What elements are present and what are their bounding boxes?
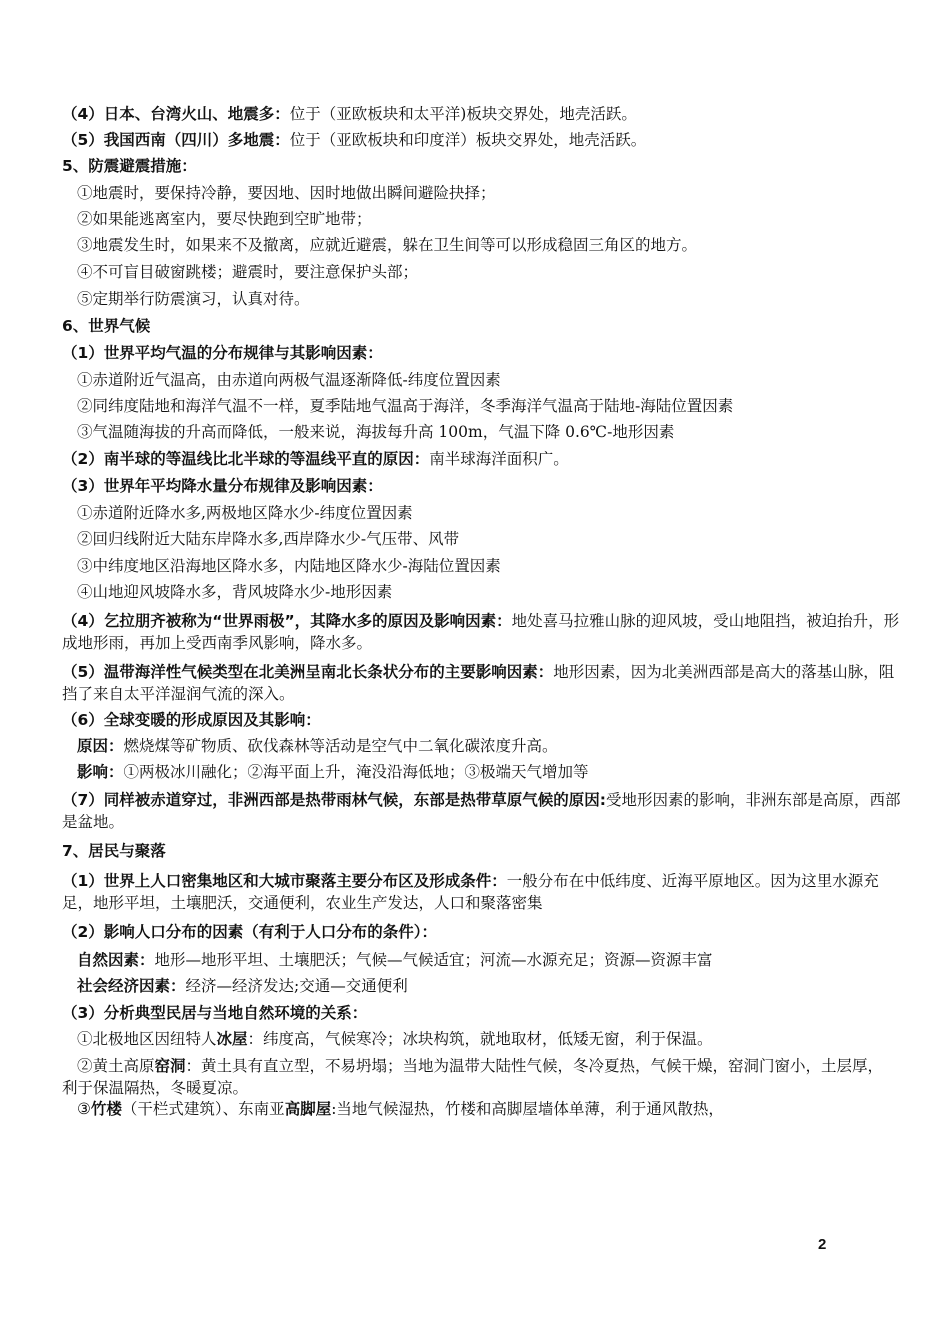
sec7-p3-stilt: [77, 1096, 917, 1122]
cave-term: 窑洞: [154, 1057, 186, 1075]
sec6-p7: [62, 789, 902, 833]
sec5-item-5: ⑤定期举行防震演习，认真对待。: [77, 290, 310, 308]
sec7-p2-natural-text: 地形—地形平坦、土壤肥沃；气候—气候适宜；河流—水源充足；资源—资源丰富: [154, 951, 713, 969]
sec6-p2-text: 南半球海洋面积广。: [429, 450, 569, 468]
sec6-p6-label: （6）全球变暖的形成原因及其影响：: [62, 711, 321, 729]
sec6-p3-item-4: ④山地迎风坡降水多，背风坡降水少-地形因素: [77, 583, 393, 601]
sec5-heading: 5、防震避震措施：: [62, 157, 197, 175]
sec4-item4-text: 位于（亚欧板块和太平洋)板块交界处，地壳活跃。: [289, 105, 637, 123]
sec6-p6-effect-label: 影响：: [77, 763, 124, 781]
sec6-p1-item-2: ②同纬度陆地和海洋气温不一样，夏季陆地气温高于海洋，冬季海洋气温高于陆地-海陆位置因素: [77, 397, 734, 415]
sec6-p3-item-3: ③中纬度地区沿海地区降水多，内陆地区降水少-海陆位置因素: [77, 557, 501, 575]
sec6-p1-label: （1）世界平均气温的分布规律与其影响因素：: [62, 344, 383, 362]
sec6-p1-item-3: ③气温随海拔的升高而降低，一般来说，海拔每升高 100m，气温下降 0.6℃-地形因素: [77, 423, 675, 441]
sec7-p3-cave: [62, 1055, 888, 1099]
sec7-p2-natural: [77, 947, 917, 973]
sec7-p1-label: （1）世界上人口密集地区和大城市聚落主要分布区及形成条件：: [62, 872, 507, 890]
stilt-prefix: ③: [77, 1100, 91, 1118]
igloo-text: ：纬度高，气候寒冷；冰块构筑，就地取材，低矮无窗，利于保温。: [247, 1030, 713, 1048]
sec6-p5: [62, 661, 902, 705]
sec6-p3-label: （3）世界年平均降水量分布规律及影响因素：: [62, 477, 383, 495]
sec6-p2: [62, 446, 902, 472]
sec6-p7-label: （7）同样被赤道穿过，非洲西部是热带雨林气候，东部是热带草原气候的原因:: [62, 791, 606, 809]
sec7-p2-social: [77, 973, 917, 999]
sec7-p2-label: （2）影响人口分布的因素（有利于人口分布的条件）：: [62, 923, 438, 941]
sec7-p1: [62, 870, 902, 914]
sec6-p1-item-1: ①赤道附近气温高，由赤道向两极气温逐渐降低-纬度位置因素: [77, 371, 501, 389]
sec5-item-2: ②如果能逃离室内，要尽快跑到空旷地带；: [77, 210, 372, 228]
page-number: 2: [818, 1236, 827, 1253]
sec4-item4-label: （4）日本、台湾火山、地震多：: [62, 105, 290, 123]
sec6-p2-label: （2）南半球的等温线比北半球的等温线平直的原因：: [62, 450, 430, 468]
sec5-item-3: ③地震发生时，如果来不及撤离，应就近避震，躲在卫生间等可以形成稳固三角区的地方。: [77, 236, 698, 254]
sec7-p1-text: 一般分布在中低纬度、近海平原地区。因为这里水源充足，地形平坦，土壤肥沃，交通便利，农业生产发达，人口和聚落密集: [62, 872, 879, 912]
sec7-p2-social-text: 经济—经济发达;交通—交通便利: [185, 977, 408, 995]
igloo-term: 冰屋: [216, 1030, 248, 1048]
sec6-p5-text: 地形因素，因为北美洲西部是高大的落基山脉，阻挡了来自太平洋湿润气流的深入。: [62, 663, 895, 703]
sec6-p6-cause-text: 燃烧煤等矿物质、砍伐森林等活动是空气中二氧化碳浓度升高。: [123, 737, 558, 755]
sec6-p6-cause-label: 原因：: [77, 737, 124, 755]
sec6-p7-text: 受地形因素的影响，非洲东部是高原，西部是盆地。: [62, 791, 901, 831]
sec7-p2-natural-label: 自然因素：: [77, 951, 155, 969]
stilt-text: :当地气候湿热，竹楼和高脚屋墙体单薄，利于通风散热，: [331, 1100, 724, 1118]
sec4-item5-label: （5）我国西南（四川）多地震：: [62, 131, 290, 149]
sec6-p6-effect-text: ①两极冰川融化；②海平面上升，淹没沿海低地；③极端天气增加等: [123, 763, 589, 781]
sec5-item-1: ①地震时，要保持冷静，要因地、因时地做出瞬间避险抉择；: [77, 184, 496, 202]
sec7-p3-igloo: [77, 1026, 917, 1052]
sec6-p4-text: 地处喜马拉雅山脉的迎风坡，受山地阻挡，被迫抬升，形成地形雨，再加上受西南季风影响，降水多。: [62, 612, 900, 652]
sec4-item4: [62, 101, 902, 127]
sec6-p3-item-2: ②回归线附近大陆东岸降水多,西岸降水少-气压带、风带: [77, 530, 460, 548]
sec7-heading: 7、居民与聚落: [62, 842, 166, 860]
sec6-p6-effect: [77, 759, 917, 785]
sec4-item5-text: 位于（亚欧板块和印度洋）板块交界处，地壳活跃。: [289, 131, 647, 149]
sec7-p2-social-label: 社会经济因素：: [77, 977, 186, 995]
sec6-p4: [62, 610, 902, 654]
sec5-item-4: ④不可盲目破窗跳楼；避震时，要注意保护头部；: [77, 263, 419, 281]
cave-prefix: ②黄土高原: [77, 1057, 155, 1075]
sec6-p6-cause: [77, 733, 917, 759]
bamboo-term: 竹楼: [90, 1100, 122, 1118]
sec7-p3-label: （3）分析典型民居与当地自然环境的关系：: [62, 1004, 368, 1022]
igloo-prefix: ①北极地区因纽特人: [77, 1030, 217, 1048]
cave-text: ：黄土具有直立型，不易坍塌；当地为温带大陆性气候，冬冷夏热，气候干燥，窑洞门窗小，土层厚，利于保温隔热，冬暖夏凉。: [62, 1057, 884, 1097]
sec6-p3-item-1: ①赤道附近降水多,两极地区降水少-纬度位置因素: [77, 504, 413, 522]
stilt-house-term: 高脚屋: [284, 1100, 332, 1118]
sec6-p5-label: （5）温带海洋性气候类型在北美洲呈南北长条状分布的主要影响因素：: [62, 663, 554, 681]
sec6-p4-label: （4）乞拉朋齐被称为“世界雨极”，其降水多的原因及影响因素：: [62, 612, 512, 630]
sec4-item5: [62, 127, 902, 153]
stilt-mid: （干栏式建筑）、东南亚: [121, 1100, 285, 1118]
sec6-heading: 6、世界气候: [62, 317, 151, 335]
